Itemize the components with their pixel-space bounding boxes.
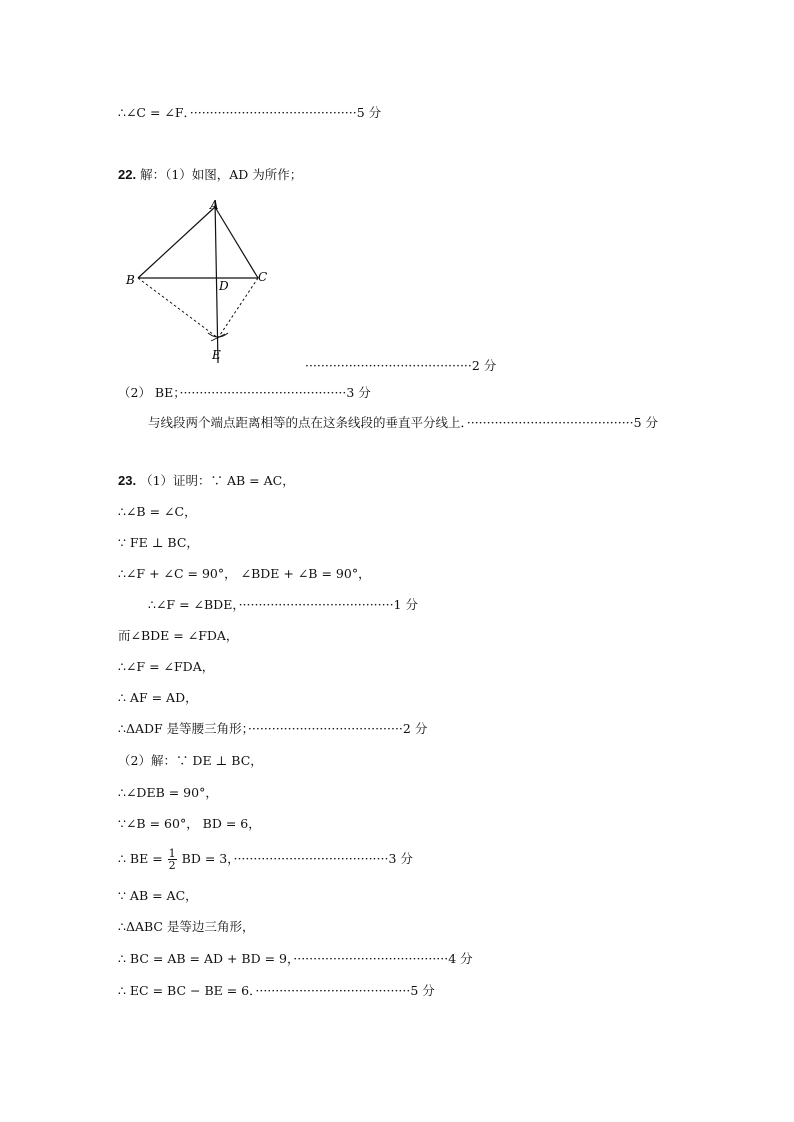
be-suffix: BD = 3，·······································3 分 [181, 851, 413, 866]
dashed-be [138, 278, 218, 338]
solution-line-5: ∵ AB = AC， [118, 888, 198, 903]
proof-line-1: ∴∠B = ∠C， [118, 504, 197, 519]
segment-ab [138, 207, 215, 278]
solution-line-2: ∴∠DEB = 90°， [118, 785, 218, 800]
line-angle-c-eq-f: ∴∠C = ∠F．··········································5 分 [118, 105, 382, 120]
proof-line-7: ∴ AF = AD， [118, 690, 198, 705]
geometry-figure [118, 195, 278, 367]
solution-line-7: ∴ BC = AB = AD + BD = 9，·······································4 分 [118, 951, 473, 966]
label-b: B [126, 273, 135, 287]
proof-line-6: ∴∠F = ∠FDA， [118, 659, 215, 674]
proof-line-3: ∴∠F + ∠C = 90°， ∠BDE + ∠B = 90°， [118, 566, 371, 581]
proof-line-4: ∴∠F = ∠BDE，·······································1 分 [148, 597, 418, 612]
label-d: D [219, 279, 229, 293]
q22-heading [118, 166, 302, 184]
label-e: E [212, 348, 221, 362]
q22-number: 22. [118, 167, 137, 182]
label-a: A [210, 198, 219, 212]
solution-line-1: （2）解：∵ DE ⊥ BC， [118, 753, 263, 768]
fraction-one-half [168, 848, 177, 871]
fraction-numerator: 1 [168, 847, 176, 860]
proof-line-2: ∵ FE ⊥ BC， [118, 535, 199, 550]
solution-line-6: ∴ΔABC 是等边三角形， [118, 919, 255, 934]
fraction-denominator: 2 [168, 859, 176, 872]
solution-line-3: ∵∠B = 60°， BD = 6， [118, 816, 261, 831]
q22-score-2: ··········································2 分 [305, 358, 497, 373]
q23-number: 23. [118, 473, 137, 488]
q22-part2: （2） BE；··········································3 分 [118, 385, 371, 400]
q22-text: 解：（1）如图，AD 为所作； [140, 167, 303, 182]
be-prefix: ∴ BE = [118, 851, 163, 866]
label-c: C [258, 270, 268, 284]
proof-line-5: 而∠BDE = ∠FDA， [118, 628, 239, 643]
q23-heading [118, 472, 295, 490]
proof-line-8: ∴ΔADF 是等腰三角形；·······································2 分 [118, 721, 428, 736]
solution-line-8: ∴ EC = BC − BE = 6．·······································5 分 [118, 983, 435, 998]
q23-text: （1）证明：∵ AB = AC， [140, 473, 295, 488]
segment-ac [215, 207, 258, 278]
q22-reason: 与线段两个端点距离相等的点在这条线段的垂直平分线上．··········································5 分 [148, 415, 659, 430]
solution-line-4 [118, 848, 413, 871]
